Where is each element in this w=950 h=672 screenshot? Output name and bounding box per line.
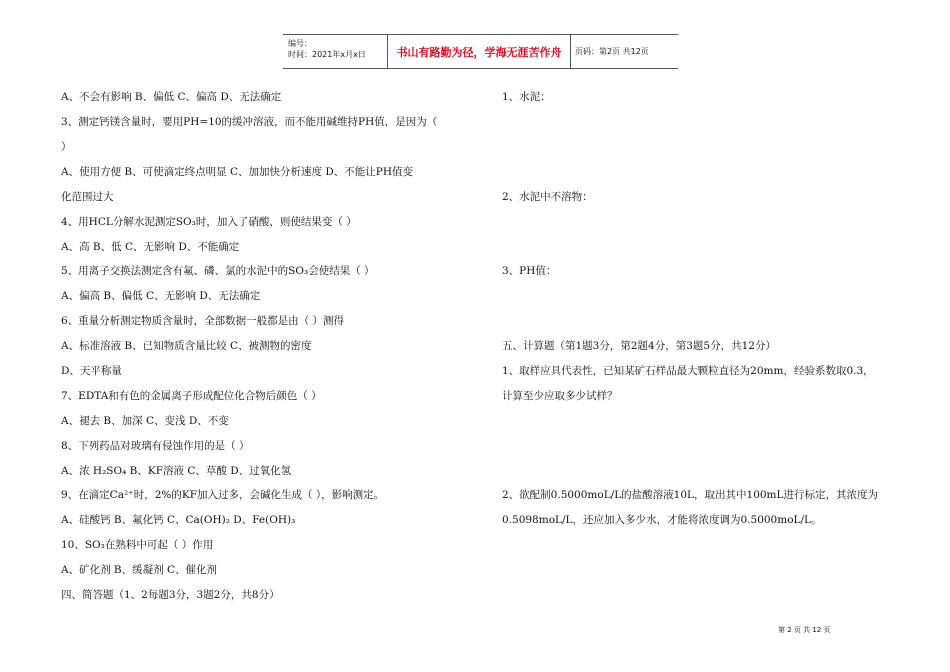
question-line: A、偏高 B、偏低 C、无影响 D、无法确定 [61, 290, 261, 302]
problem-line: 1、取样应具代表性，已知某矿石样品最大颗粒直径为20mm，经验系数取0.3， [502, 365, 874, 377]
question-line: 9、在滴定Ca²⁺时，2%的KF加入过多，会碱化生成（ ），影响测定。 [61, 489, 385, 501]
section-heading: 五、计算题（第1题3分，第2题4分，第3题5分，共12分） [502, 340, 776, 352]
term-line: 3、PH值： [502, 265, 557, 277]
problem-line: 0.5098moL/L，还应加入多少水，才能将浓度调为0.5000moL/L。 [502, 514, 822, 526]
problem-line: 计算至少应取多少试样？ [502, 390, 618, 402]
question-line: 3、测定钙镁含量时，要用PH=10的缓冲溶液，而不能用碱维持PH值，是因为（ [61, 116, 438, 128]
question-line: ） [61, 141, 72, 153]
term-line: 1、水泥： [502, 91, 551, 103]
question-line: 6、重量分析测定物质含量时，全部数据一般都是由（ ）测得 [61, 315, 345, 327]
problem-line: 2、欲配制0.5000moL/L的盐酸溶液10L，取出其中100mL进行标定，其浓度为 [502, 489, 878, 501]
question-line: 化范围过大 [61, 191, 114, 203]
question-line: A、浓 H₂SO₄ B、KF溶液 C、草酸 D、过氧化氢 [61, 465, 292, 477]
header-info [283, 35, 387, 68]
page-header [283, 34, 678, 69]
header-number: 编号： [288, 39, 312, 48]
question-line: A、褪去 B、加深 C、变浅 D、不变 [61, 415, 229, 427]
question-line: 5、用离子交换法测定含有氟、磷、氯的水泥中的SO₃会使结果（ ） [61, 265, 375, 277]
question-line: 7、EDTA和有色的金属离子形成配位化合物后颜色（ ） [61, 390, 322, 402]
question-line: A、使用方便 B、可使滴定终点明显 C、加加快分析速度 D、不能让PH值变 [61, 166, 413, 178]
question-line: A、矿化剂 B、缓凝剂 C、催化剂 [61, 564, 218, 576]
question-line: A、高 B、低 C、无影响 D、不能确定 [61, 241, 240, 253]
header-motto: 书山有路勤为径，学海无涯苦作舟 [387, 35, 571, 68]
question-line: A、标准溶液 B、已知物质含量比较 C、被测物的密度 [61, 340, 312, 352]
term-line: 2、水泥中不溶物： [502, 191, 593, 203]
question-line: 8、下列药品对玻璃有侵蚀作用的是（ ） [61, 440, 250, 452]
header-time: 时间：2021年x月x日 [288, 50, 366, 59]
question-line: A、硅酸钙 B、氟化钙 C、Ca(OH)₂ D、Fe(OH)₃ [61, 514, 296, 526]
page-footer: 第 2 页 共 12 页 [778, 626, 831, 634]
question-line: 4、用HCL分解水泥测定SO₃时，加入了硝酸，则使结果变（ ） [61, 216, 357, 228]
question-line: 10、SO₃在熟料中可起（ ）作用 [61, 539, 214, 551]
section-heading: 四、简答题（1、2每题3分，3题2分，共8分） [61, 589, 280, 601]
question-line: A、不会有影响 B、偏低 C、偏高 D、无法确定 [61, 91, 282, 103]
question-line: D、天平称量 [61, 365, 122, 377]
header-page-number: 页码：第2页 共12页 [575, 47, 649, 56]
